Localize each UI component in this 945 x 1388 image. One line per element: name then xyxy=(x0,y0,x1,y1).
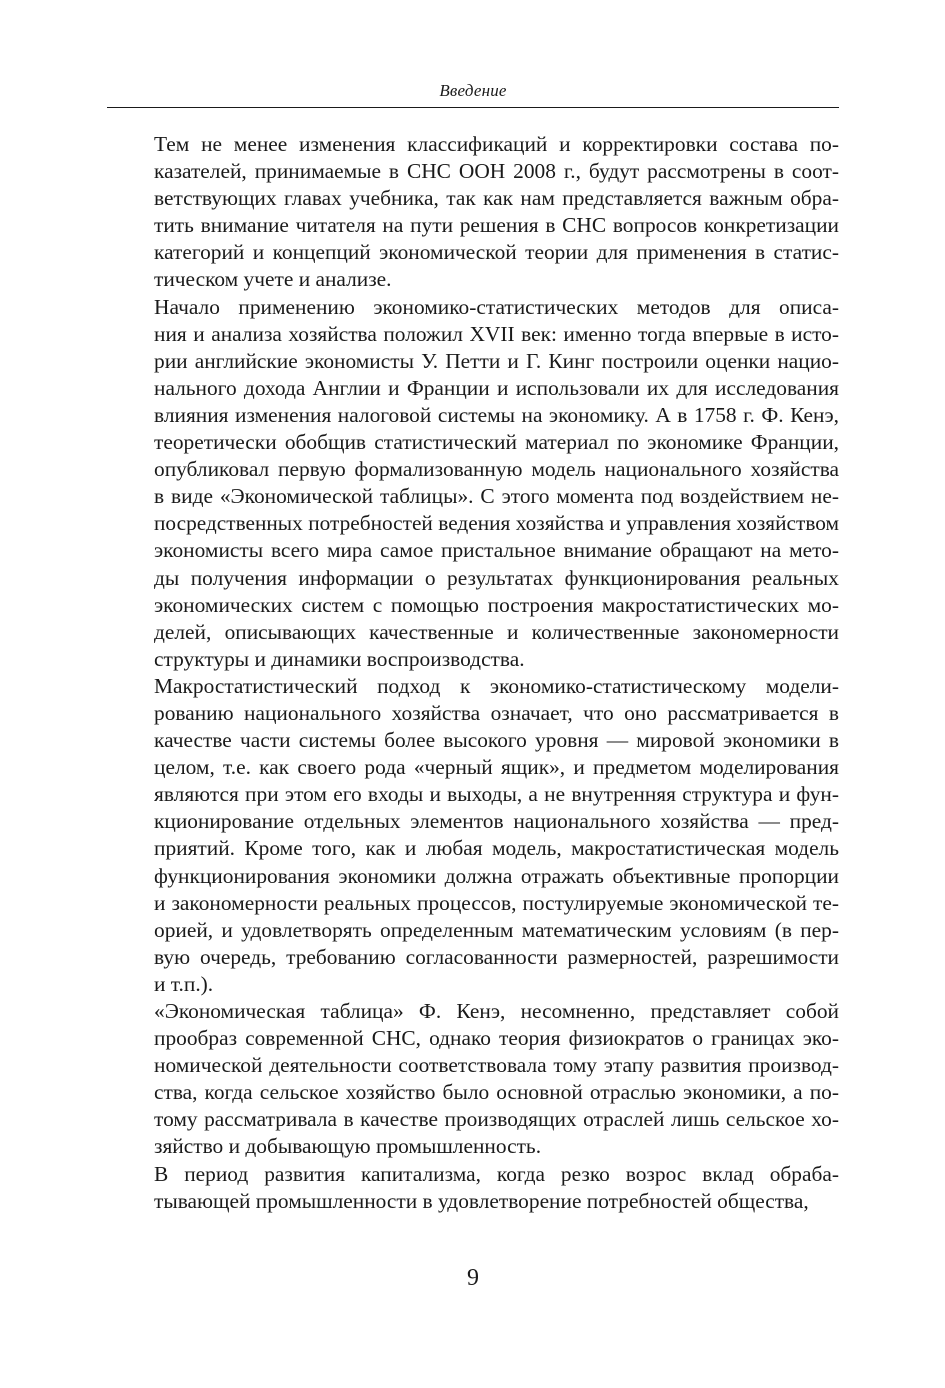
paragraph xyxy=(107,131,839,294)
text-line: и закономерности реальных процессов, постулируемые экономической те- xyxy=(154,890,839,915)
text-line: целом, т.е. как своего рода «черный ящик», и предметом моделирования xyxy=(154,755,839,780)
text-line: экономических систем с помощью построения макростатистических мо- xyxy=(154,592,839,617)
text-line: экономисты всего мира самое пристальное внимание обращают на мето- xyxy=(154,538,839,563)
text-line: «Экономическая таблица» Ф. Кенэ, несомненно, представляет собой xyxy=(154,999,839,1023)
text-line: тическом учете и анализе. xyxy=(154,267,392,292)
text-line: Начало применению экономико-статистических методов для описа- xyxy=(154,294,839,319)
text-line: функционирования экономики должна отражать объективные пропорции xyxy=(154,863,839,888)
paragraph xyxy=(107,294,839,673)
text-line: в виде «Экономической таблицы». С этого момента под воздействием не- xyxy=(154,484,839,509)
text-line: зяйство и добывающую промышленность. xyxy=(154,1134,542,1159)
text-line: приятий. Кроме того, как и любая модель, макростатистическая модель xyxy=(154,836,839,861)
body-text xyxy=(107,131,839,1215)
text-line: тить внимание читателя на пути решения в СНС вопросов конкретизации xyxy=(154,213,839,238)
text-line: качестве части системы более высокого уровня — мировой экономики в xyxy=(154,728,839,753)
text-line: опубликовал первую формализованную модель национального хозяйства xyxy=(154,457,839,482)
text-line: делей, описывающих качественные и количественные закономерности xyxy=(154,619,839,644)
text-line: рии английские экономисты У. Петти и Г. Кинг построили оценки нацио- xyxy=(154,348,839,373)
paragraph xyxy=(107,673,839,998)
text-line: рованию национального хозяйства означает, что оно рассматривается в xyxy=(154,700,839,725)
text-line: ния и анализа хозяйства положил XVII век: именно тогда впервые в исто- xyxy=(154,321,839,346)
text-line: тому рассматривала в качестве производящих отраслей лишь сельское хо- xyxy=(154,1107,839,1132)
header-rule xyxy=(107,107,839,108)
text-line: ды получения информации о результатах функционирования реальных xyxy=(154,565,839,590)
text-line: посредственных потребностей ведения хозяйства и управления хозяйством xyxy=(154,511,839,536)
text-line: вую очередь, требованию согласованности размерностей, разрешимости xyxy=(154,944,839,969)
text-line: казателей, принимаемые в СНС ООН 2008 г., будут рассмотрены в соот- xyxy=(154,159,839,184)
text-line: номической деятельности соответствовала тому этапу развития производ- xyxy=(154,1053,839,1078)
text-line: прообраз современной СНС, однако теория физиократов о границах эко- xyxy=(154,1026,839,1051)
text-line: тывающей промышленности в удовлетворение потребностей общества, xyxy=(154,1188,809,1213)
text-line: теоретически обобщив статистический материал по экономике Франции, xyxy=(154,430,839,455)
text-line: структуры и динамики воспроизводства. xyxy=(154,646,525,671)
text-line: ства, когда сельское хозяйство было основной отраслью экономики, а по- xyxy=(154,1080,839,1105)
paragraph xyxy=(107,998,839,1161)
text-line: влияния изменения налоговой системы на экономику. А в 1758 г. Ф. Кенэ, xyxy=(154,402,839,427)
page-number: 9 xyxy=(467,1265,479,1291)
text-line: являются при этом его входы и выходы, а не внутренняя структура и фун- xyxy=(154,782,839,807)
text-line: категорий и концепций экономической теории для применения в статис- xyxy=(154,240,839,265)
text-line: В период развития капитализма, когда резко возрос вклад обраба- xyxy=(154,1161,839,1186)
text-line: кционирование отдельных элементов национального хозяйства — пред- xyxy=(154,809,839,834)
text-line: орией, и удовлетворять определенным математическим условиям (в пер- xyxy=(154,917,839,942)
text-line: Тем не менее изменения классификаций и корректировки состава по- xyxy=(154,132,839,156)
text-line: и т.п.). xyxy=(154,971,214,996)
running-title: Введение xyxy=(439,81,507,100)
text-line: нального дохода Англии и Франции и использовали их для исследования xyxy=(154,375,839,400)
text-line: Макростатистический подход к экономико-статистическому модели- xyxy=(154,673,839,698)
text-line: ветствующих главах учебника, так как нам представляется важным обра- xyxy=(154,186,839,211)
paragraph xyxy=(107,1161,839,1215)
